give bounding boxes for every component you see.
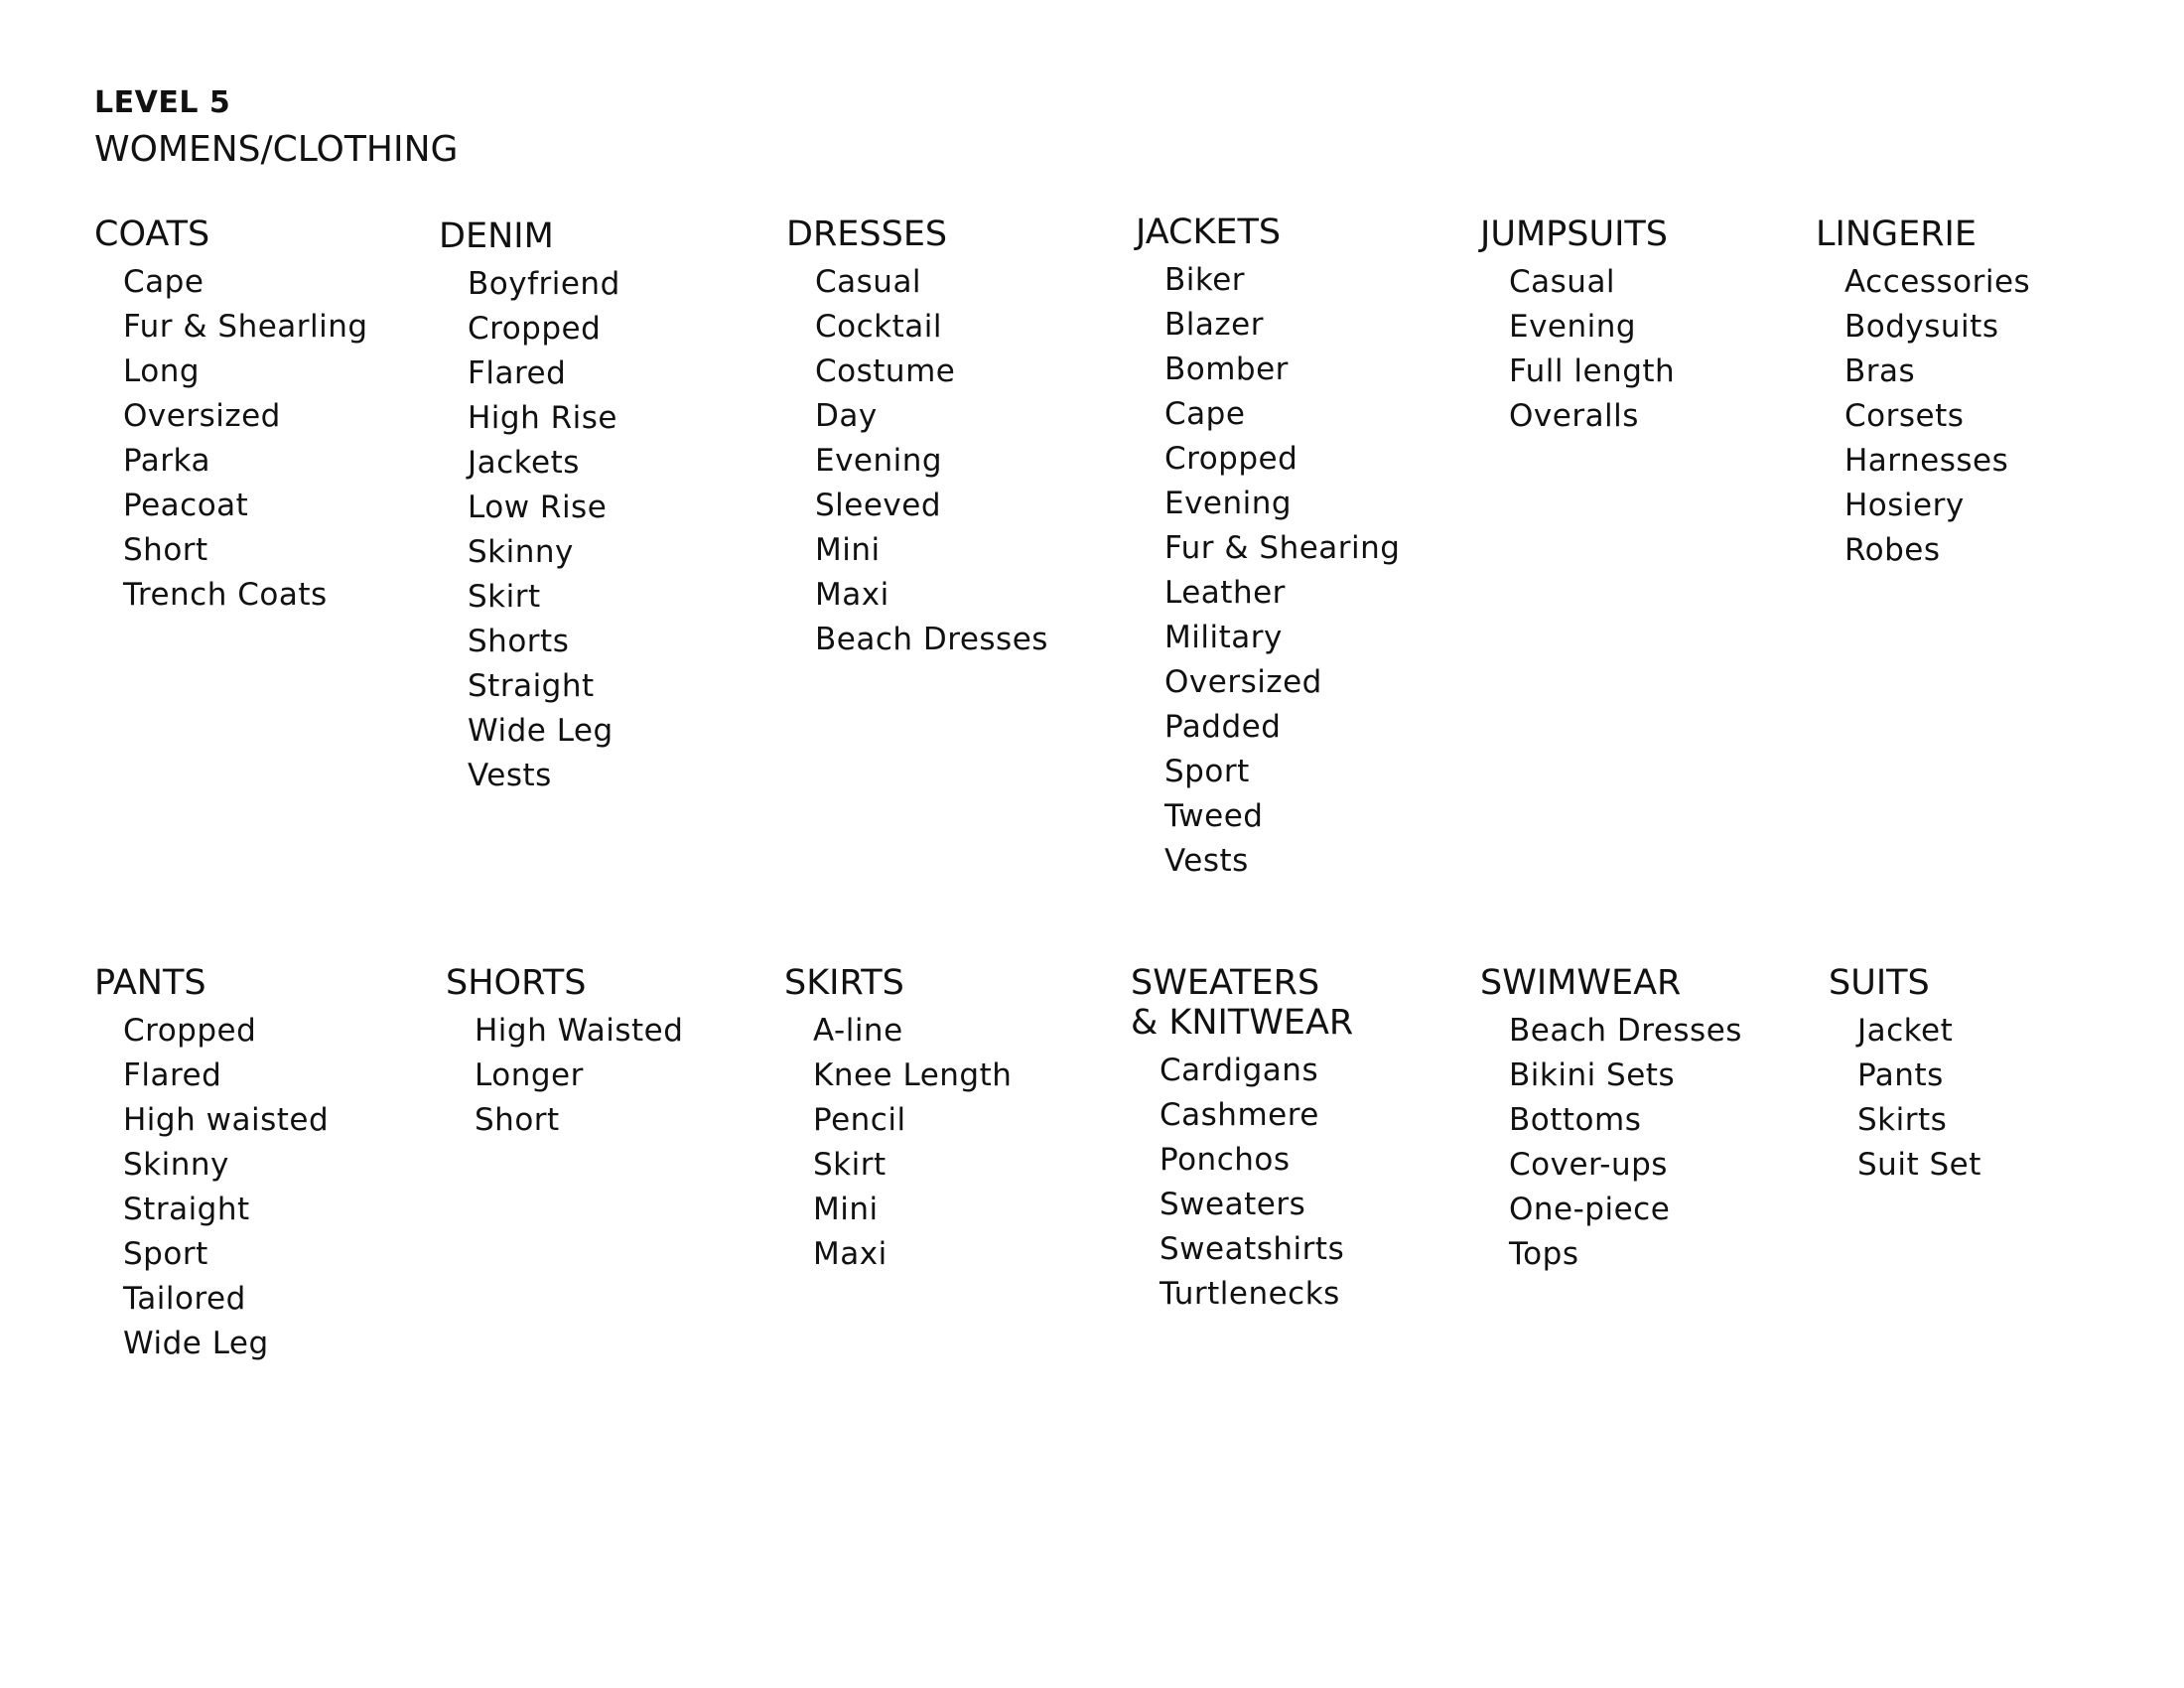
subcategory-item: Padded: [1164, 709, 1282, 745]
subcategory-item: Pencil: [813, 1102, 906, 1138]
subcategory-item: Vests: [1164, 843, 1249, 879]
subcategory-item: Knee Length: [813, 1057, 1013, 1093]
category-dresses: [786, 214, 1048, 662]
subcategory-item: Shorts: [468, 624, 570, 659]
subcategory-item: Turtlenecks: [1160, 1276, 1340, 1312]
subcategory-item: Cape: [1164, 396, 1246, 432]
subcategory-item: Oversized: [123, 398, 281, 434]
subcategory-item: Evening: [1509, 309, 1637, 345]
category-sweaters: [1131, 963, 1353, 1317]
subcategory-item: Bottoms: [1509, 1102, 1642, 1138]
category-pants: [94, 963, 329, 1366]
subcategory-item: Maxi: [815, 577, 889, 613]
subcategory-item: Sport: [1164, 754, 1250, 789]
subcategory-item: Skinny: [468, 534, 574, 570]
subcategory-item: Vests: [468, 758, 552, 793]
subcategory-item: Flared: [468, 355, 567, 391]
subcategory-item: Skirt: [813, 1147, 887, 1183]
level-label: LEVEL 5: [94, 85, 231, 120]
category-suits: [1829, 963, 1981, 1188]
section-title: WOMENS/CLOTHING: [94, 129, 459, 170]
subcategory-item: Cashmere: [1160, 1097, 1319, 1133]
category-heading: DRESSES: [786, 214, 948, 254]
category-jackets: [1136, 212, 1401, 884]
subcategory-list: [1829, 1009, 1981, 1188]
category-heading: PANTS: [94, 963, 206, 1003]
subcategory-item: Long: [123, 353, 201, 389]
subcategory-item: Short: [475, 1102, 560, 1138]
category-heading: JACKETS: [1136, 212, 1282, 252]
subcategory-item: Flared: [123, 1057, 222, 1093]
subcategory-item: Beach Dresses: [1509, 1013, 1742, 1049]
subcategory-item: Tailored: [123, 1281, 246, 1317]
subcategory-list: [1816, 260, 2030, 573]
subcategory-item: Ponchos: [1160, 1142, 1291, 1178]
subcategory-item: Harnesses: [1844, 443, 2009, 479]
subcategory-item: Sport: [123, 1236, 208, 1272]
subcategory-item: Jacket: [1857, 1013, 1954, 1049]
category-shorts: [446, 963, 683, 1143]
subcategory-item: Beach Dresses: [815, 622, 1048, 657]
category-heading: JUMPSUITS: [1480, 214, 1668, 254]
subcategory-item: Evening: [1164, 486, 1293, 521]
subcategory-item: Wide Leg: [468, 713, 614, 749]
subcategory-item: Casual: [1509, 264, 1616, 300]
subcategory-list: [94, 260, 368, 618]
category-heading: SUITS: [1829, 963, 1930, 1003]
subcategory-item: Blazer: [1164, 307, 1264, 343]
subcategory-list: [1136, 258, 1401, 884]
subcategory-item: High Rise: [468, 400, 617, 436]
subcategory-item: Sweaters: [1160, 1187, 1306, 1222]
category-heading: LINGERIE: [1816, 214, 1977, 254]
subcategory-item: Skinny: [123, 1147, 229, 1183]
subcategory-item: Wide Leg: [123, 1326, 269, 1361]
subcategory-item: Oversized: [1164, 664, 1322, 700]
subcategory-item: Jackets: [468, 445, 580, 481]
subcategory-item: Sweatshirts: [1160, 1231, 1345, 1267]
subcategory-item: Costume: [815, 353, 956, 389]
subcategory-item: Bikini Sets: [1509, 1057, 1676, 1093]
category-heading: SHORTS: [446, 963, 587, 1003]
subcategory-list: [446, 1009, 683, 1143]
subcategory-item: Skirt: [468, 579, 541, 615]
subcategory-item: Sleeved: [815, 488, 942, 523]
subcategory-item: Hosiery: [1844, 488, 1965, 523]
subcategory-list: [94, 1009, 329, 1366]
subcategory-item: A-line: [813, 1013, 903, 1049]
subcategory-item: Tweed: [1164, 798, 1264, 834]
subcategory-item: Pants: [1857, 1057, 1944, 1093]
subcategory-item: High Waisted: [475, 1013, 684, 1049]
subcategory-item: Fur & Shearing: [1164, 530, 1401, 566]
category-lingerie: [1816, 214, 2030, 573]
subcategory-item: Straight: [468, 668, 595, 704]
category-heading: SKIRTS: [784, 963, 904, 1003]
subcategory-item: Cape: [123, 264, 205, 300]
subcategory-item: Bras: [1844, 353, 1916, 389]
subcategory-item: High waisted: [123, 1102, 330, 1138]
category-heading-line2: & KNITWEAR: [1131, 1003, 1354, 1043]
subcategory-item: Fur & Shearling: [123, 309, 368, 345]
subcategory-item: Day: [815, 398, 878, 434]
category-coats: [94, 214, 368, 618]
category-heading: SWEATERS: [1131, 963, 1320, 1003]
subcategory-item: Full length: [1509, 353, 1676, 389]
subcategory-item: Military: [1164, 620, 1283, 655]
category-jumpsuits: [1480, 214, 1675, 439]
subcategory-item: Parka: [123, 443, 210, 479]
subcategory-item: Robes: [1844, 532, 1941, 568]
subcategory-item: Accessories: [1844, 264, 2031, 300]
subcategory-item: Casual: [815, 264, 922, 300]
subcategory-item: Maxi: [813, 1236, 887, 1272]
subcategory-item: Peacoat: [123, 488, 249, 523]
subcategory-item: Evening: [815, 443, 943, 479]
category-heading: DENIM: [439, 216, 554, 256]
subcategory-item: One-piece: [1509, 1192, 1671, 1227]
subcategory-item: Cardigans: [1160, 1053, 1319, 1088]
subcategory-item: Short: [123, 532, 208, 568]
subcategory-list: [1480, 260, 1675, 439]
subcategory-item: Boyfriend: [468, 266, 620, 302]
subcategory-item: Biker: [1164, 262, 1246, 298]
subcategory-list: [786, 260, 1048, 662]
category-heading: COATS: [94, 214, 210, 254]
subcategory-item: Cocktail: [815, 309, 942, 345]
subcategory-item: Suit Set: [1857, 1147, 1981, 1183]
subcategory-item: Bomber: [1164, 352, 1289, 387]
subcategory-item: Skirts: [1857, 1102, 1948, 1138]
subcategory-item: Cover-ups: [1509, 1147, 1668, 1183]
subcategory-item: Longer: [475, 1057, 584, 1093]
subcategory-item: Corsets: [1844, 398, 1965, 434]
subcategory-list: [439, 262, 620, 798]
category-swimwear: [1480, 963, 1742, 1277]
subcategory-item: Leather: [1164, 575, 1286, 611]
subcategory-item: Mini: [813, 1192, 879, 1227]
category-denim: [439, 216, 620, 798]
subcategory-list: [1131, 1049, 1353, 1317]
subcategory-item: Bodysuits: [1844, 309, 1999, 345]
subcategory-item: Straight: [123, 1192, 250, 1227]
subcategory-item: Trench Coats: [123, 577, 328, 613]
subcategory-item: Cropped: [468, 311, 602, 347]
subcategory-item: Cropped: [1164, 441, 1298, 477]
subcategory-item: Mini: [815, 532, 881, 568]
subcategory-list: [1480, 1009, 1742, 1277]
subcategory-item: Low Rise: [468, 490, 608, 525]
category-heading: SWIMWEAR: [1480, 963, 1682, 1003]
subcategory-item: Tops: [1509, 1236, 1579, 1272]
subcategory-item: Cropped: [123, 1013, 257, 1049]
category-skirts: [784, 963, 1012, 1277]
subcategory-list: [784, 1009, 1012, 1277]
subcategory-item: Overalls: [1509, 398, 1639, 434]
